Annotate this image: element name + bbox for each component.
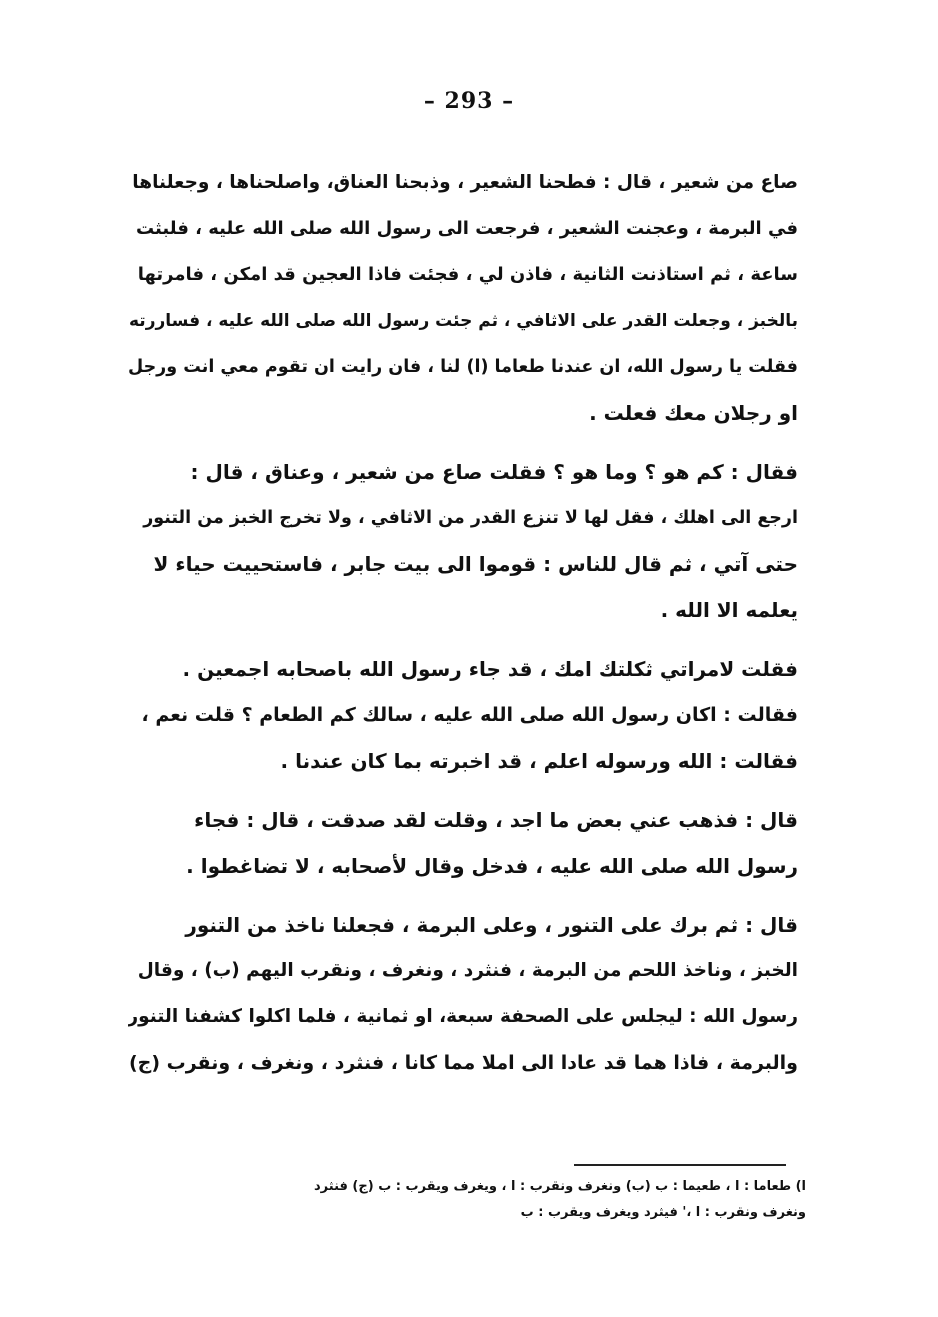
text-line: حتى آتي ، ثم قال للناس : قوموا الى بيت جابر ، فاستحييت حياء لا <box>153 552 798 576</box>
footnote-line: ا) طعاما : ا ، طعيما : ب (ب) ونغرف ونقرب : ا ، ويغرف ويقرب : ب (ج) فنثرد <box>314 1179 806 1194</box>
paragraph <box>128 797 798 889</box>
footnote-divider <box>574 1164 786 1166</box>
text-line: والبرمة ، فاذا هما قد عادا الى املا مما كانا ، فنثرد ، ونغرف ، ونقرب (ج) <box>128 1052 798 1074</box>
paragraph <box>128 902 798 1086</box>
text-line: رسول الله صلى الله عليه ، فدخل وقال لأصحابه ، لا تضاغطوا . <box>186 854 798 878</box>
page-number: – 293 – <box>423 88 515 114</box>
text-line: فقالت : اكان رسول الله صلى الله عليه ، سالك كم الطعام ؟ قلت نعم ، <box>141 704 798 726</box>
text-line: الخبز ، وناخذ اللحم من البرمة ، فنثرد ، ونغرف ، ونقرب اليهم (ب) ، وقال <box>137 960 798 981</box>
text-line: او رجلان معك فعلت . <box>589 401 798 425</box>
text-line: يعلمه الا الله . <box>660 598 798 622</box>
text-line: قال : ثم برك على التنور ، وعلى البرمة ، فجعلنا ناخذ من التنور <box>185 913 798 937</box>
text-line: فقال : كم هو ؟ وما هو ؟ فقلت صاع من شعير ، وعناق ، قال : <box>190 460 798 484</box>
text-line: فقلت لامراتي ثكلتك امك ، قد جاء رسول الله باصحابه اجمعين . <box>182 657 798 681</box>
text-line: ساعة ، ثم استاذنت الثانية ، فاذن لي ، فجئت فاذا العجين قد امكن ، فامرتها <box>137 264 798 285</box>
text-line: فقالت : الله ورسوله اعلم ، قد اخبرته بما كان عندنا . <box>280 749 798 773</box>
paragraph <box>128 646 798 784</box>
text-line: صاع من شعير ، قال : فطحنا الشعير ، وذبحنا العناق، واصلحناها ، وجعلناها <box>132 172 798 193</box>
footnote-line: ونغرف ونقرب : ا ،' فيثرد ويغرف ويقرب : ب <box>520 1205 806 1220</box>
paragraph <box>128 160 798 436</box>
text-line: فقلت يا رسول الله، ان عندنا طعاما (ا) لنا ، فان رايت ان تقوم معي انت ورجل <box>128 357 798 377</box>
paragraph <box>128 449 798 633</box>
text-line: رسول الله : ليجلس على الصحفة سبعة، او ثمانية ، فلما اكلوا كشفنا التنور <box>128 1006 798 1027</box>
footnotes <box>106 1174 806 1226</box>
text-line: في البرمة ، وعجنت الشعير ، فرجعت الى رسول الله صلى الله عليه ، فلبثت <box>136 218 798 239</box>
text-line: قال : فذهب عني بعض ما اجد ، وقلت لقد صدقت ، قال : فجاء <box>194 808 798 832</box>
text-line: بالخبز ، وجعلت القدر على الاثافي ، ثم جئت رسول الله صلى الله عليه ، فساررته <box>129 311 798 331</box>
text-line: ارجع الى اهلك ، فقل لها لا تنزع القدر من الاثافي ، ولا تخرج الخبز من التنور <box>143 508 798 528</box>
main-text <box>128 160 798 1099</box>
